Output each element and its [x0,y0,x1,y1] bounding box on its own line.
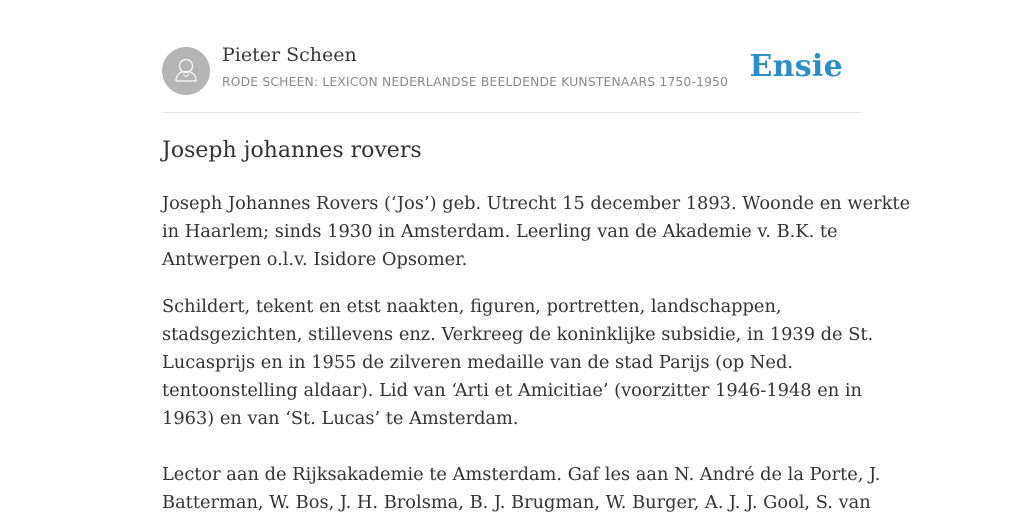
paragraph-line: tentoonstelling aldaar). Lid van ‘Arti et Amicitiae’ (voorzitter 1946-1948 en in [162,380,863,401]
paragraph-line: Lucasprijs en in 1955 de zilveren medaille van de stad Parijs (op Ned. [162,352,793,373]
paragraph-line: Lector aan de Rijksakademie te Amsterdam. Gaf les aan N. André de la Porte, J. [162,464,881,485]
paragraph-line: stadsgezichten, stillevens enz. Verkreeg de koninklijke subsidie, in 1939 de St. [162,324,874,345]
paragraph-line: Joseph Johannes Rovers (‘Jos’) geb. Utrecht 15 december 1893. Woonde en werkte [162,193,911,214]
article-title: Joseph johannes rovers [162,138,422,163]
source-title[interactable]: RODE SCHEEN: LEXICON NEDERLANDSE BEELDENDE KUNSTENAARS 1750-1950 [222,75,729,89]
paragraph-line: in Haarlem; sinds 1930 in Amsterdam. Leerling van de Akademie v. B.K. te [162,221,838,242]
header [162,0,862,113]
content-container [162,0,911,512]
paragraph-line: Schildert, tekent en etst naakten, figuren, portretten, landschappen, [162,296,782,317]
article-paragraph [162,461,880,512]
paragraph-line: 1963) en van ‘St. Lucas’ te Amsterdam. [162,408,519,429]
article-paragraph [162,190,910,274]
paragraph-line: Antwerpen o.l.v. Isidore Opsomer. [162,249,468,270]
paragraph-line: Batterman, W. Bos, J. H. Brolsma, B. J. Brugman, W. Burger, A. J. J. Gool, S. van [162,492,871,512]
avatar[interactable] [162,47,210,95]
article-paragraph [162,293,873,433]
ensie-logo[interactable]: Ensie [749,49,843,84]
user-icon [162,47,210,95]
author-name[interactable]: Pieter Scheen [222,44,357,66]
